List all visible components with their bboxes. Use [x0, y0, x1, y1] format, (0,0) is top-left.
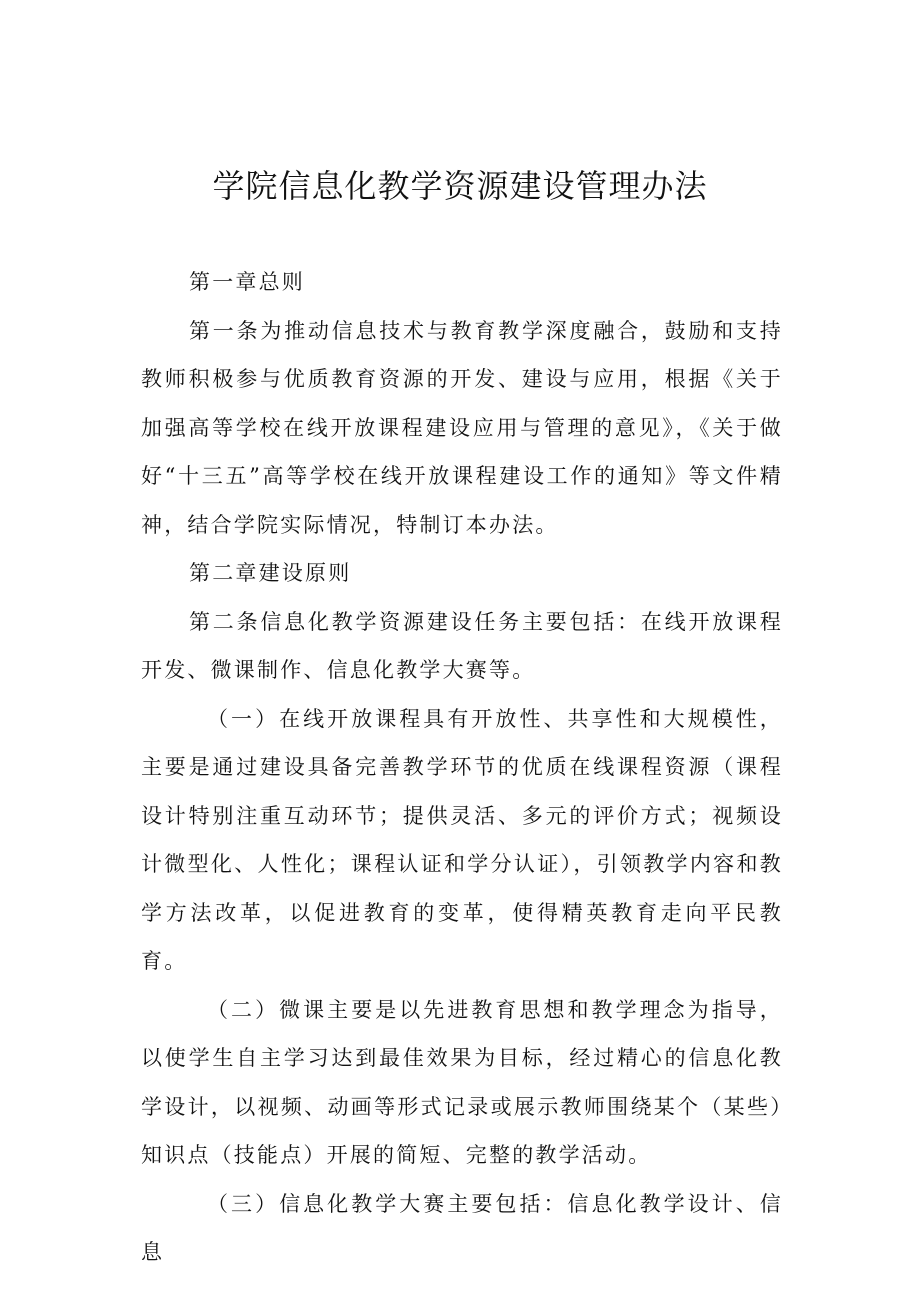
item-2-paragraph: （二）微课主要是以先进教育思想和教学理念为指导，以使学生自主学习达到最佳效果为目标，经过精心的信息化教学设计，以视频、动画等形式记录或展示教师围绕某个（某些）知识点（技能点）开展的简短、完整的教学活动。	[141, 997, 783, 1167]
article-1-paragraph: 第一条为推动信息技术与教育教学深度融合，鼓励和支持教师积极参与优质教育资源的开发、建设与应用，根据《关于加强高等学校在线开放课程建设应用与管理的意见》，《关于做好“十三五”高等学校在线开放课程建设工作的通知》等文件精神，结合学院实际情况，特制订本办法。	[141, 318, 783, 537]
document-body	[141, 258, 783, 1277]
document-title: 学院信息化教学资源建设管理办法	[212, 167, 708, 205]
item-1-paragraph: （一）在线开放课程具有开放性、共享性和大规模性，主要是通过建设具备完善教学环节的优质在线课程资源（课程设计特别注重互动环节；提供灵活、多元的评价方式；视频设计微型化、人性化；课程认证和学分认证），引领教学内容和教学方法改革，以促进教育的变革，使得精英教育走向平民教育。	[141, 706, 783, 973]
article-2-paragraph: 第二条信息化教学资源建设任务主要包括：在线开放课程开发、微课制作、信息化教学大赛等。	[141, 609, 783, 682]
chapter-heading-2: 第二章建设原则	[189, 561, 352, 585]
chapter-heading-1: 第一章总则	[189, 270, 305, 294]
item-3-paragraph: （三）信息化教学大赛主要包括：信息化教学设计、信息	[141, 1191, 783, 1264]
